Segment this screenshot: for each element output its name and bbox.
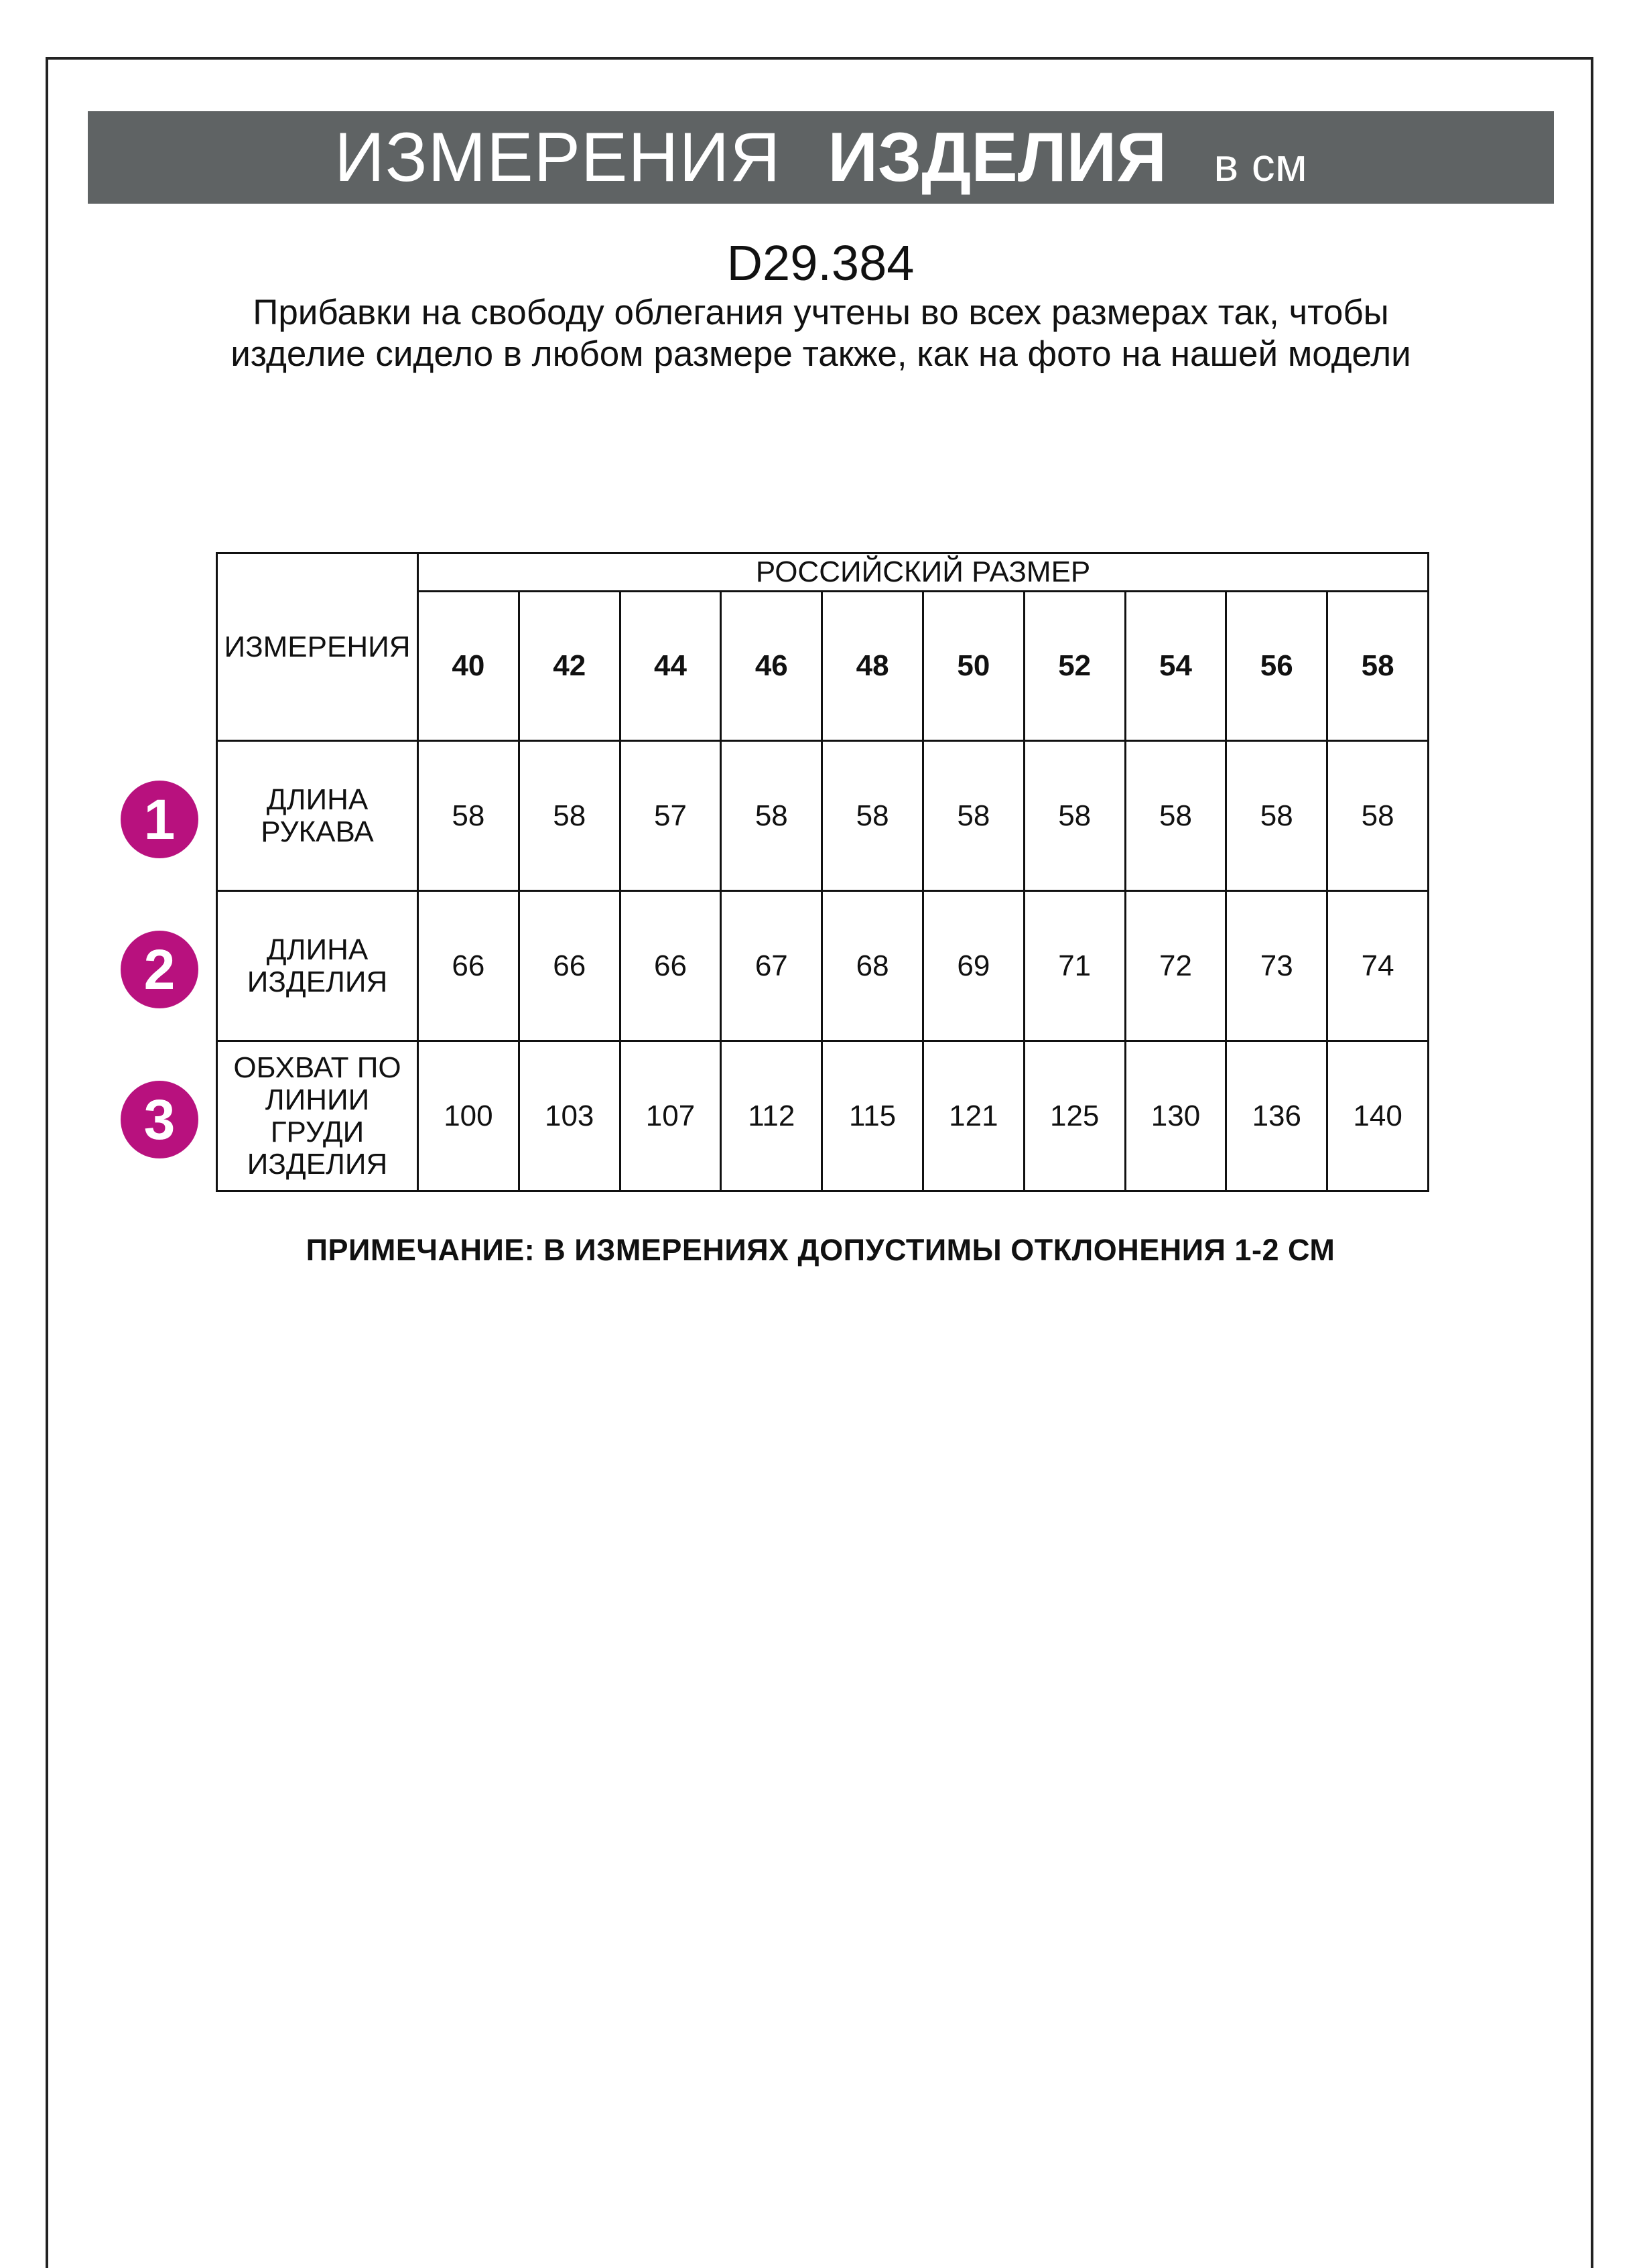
size-header-cell: 44 <box>620 592 721 741</box>
size-header-cell: 42 <box>519 592 620 741</box>
row-label: ОБХВАТ ПО ЛИНИИ ГРУДИ ИЗДЕЛИЯ <box>217 1041 418 1191</box>
measurement-value: 130 <box>1125 1041 1226 1191</box>
title-bold: ИЗДЕЛИЯ <box>828 119 1167 196</box>
size-header-cell: 40 <box>418 592 519 741</box>
title-regular: ИЗМЕРЕНИЯ <box>334 119 781 196</box>
measurement-value: 58 <box>418 741 519 891</box>
size-table <box>216 552 1429 1192</box>
measurement-value: 58 <box>519 741 620 891</box>
measurement-value: 103 <box>519 1041 620 1191</box>
table-row <box>217 891 1429 1041</box>
measurement-value: 58 <box>822 741 923 891</box>
measurement-value: 136 <box>1226 1041 1327 1191</box>
measurement-value: 71 <box>1024 891 1125 1041</box>
measurement-value: 112 <box>721 1041 822 1191</box>
measurement-value: 68 <box>822 891 923 1041</box>
size-header-cell: 48 <box>822 592 923 741</box>
row-marker-badge: 3 <box>121 1081 198 1158</box>
product-code: D29.384 <box>726 235 915 291</box>
measurement-value: 58 <box>1125 741 1226 891</box>
size-group-header: РОССИЙСКИЙ РАЗМЕР <box>418 553 1429 592</box>
measurement-value: 100 <box>418 1041 519 1191</box>
measurement-value: 58 <box>923 741 1024 891</box>
row-marker-badge: 1 <box>121 781 198 858</box>
row-label: ДЛИНА РУКАВА <box>217 741 418 891</box>
measurement-value: 66 <box>620 891 721 1041</box>
measurement-value: 125 <box>1024 1041 1125 1191</box>
size-header-cell: 56 <box>1226 592 1327 741</box>
row-label: ДЛИНА ИЗДЕЛИЯ <box>217 891 418 1041</box>
measurement-value: 66 <box>418 891 519 1041</box>
measurement-value: 58 <box>1327 741 1429 891</box>
measurement-value: 69 <box>923 891 1024 1041</box>
size-header-cell: 50 <box>923 592 1024 741</box>
table-row <box>217 741 1429 891</box>
measurement-value: 74 <box>1327 891 1429 1041</box>
measurement-value: 72 <box>1125 891 1226 1041</box>
size-header-cell: 58 <box>1327 592 1429 741</box>
measurement-value: 140 <box>1327 1041 1429 1191</box>
size-header-cell: 46 <box>721 592 822 741</box>
measurement-value: 58 <box>1024 741 1125 891</box>
measurement-value: 73 <box>1226 891 1327 1041</box>
measurement-value: 115 <box>822 1041 923 1191</box>
measurement-value: 58 <box>1226 741 1327 891</box>
title-unit: в см <box>1213 139 1307 191</box>
tolerance-note: ПРИМЕЧАНИЕ: В ИЗМЕРЕНИЯХ ДОПУСТИМЫ ОТКЛОНЕНИЯ 1-2 СМ <box>306 1233 1335 1267</box>
size-header-cell: 54 <box>1125 592 1226 741</box>
measurement-value: 121 <box>923 1041 1024 1191</box>
measurements-header: ИЗМЕРЕНИЯ <box>217 553 418 741</box>
row-marker-badge: 2 <box>121 931 198 1008</box>
fit-description: Прибавки на свободу облегания учтены во всех размерах так, чтобы изделие сидело в любом размере также, как на фото на нашей модели <box>231 293 1411 374</box>
table-row <box>217 1041 1429 1191</box>
size-header-cell: 52 <box>1024 592 1125 741</box>
measurement-value: 67 <box>721 891 822 1041</box>
measurement-value: 58 <box>721 741 822 891</box>
measurement-value: 107 <box>620 1041 721 1191</box>
title-banner <box>88 111 1554 204</box>
measurement-value: 57 <box>620 741 721 891</box>
measurement-value: 66 <box>519 891 620 1041</box>
